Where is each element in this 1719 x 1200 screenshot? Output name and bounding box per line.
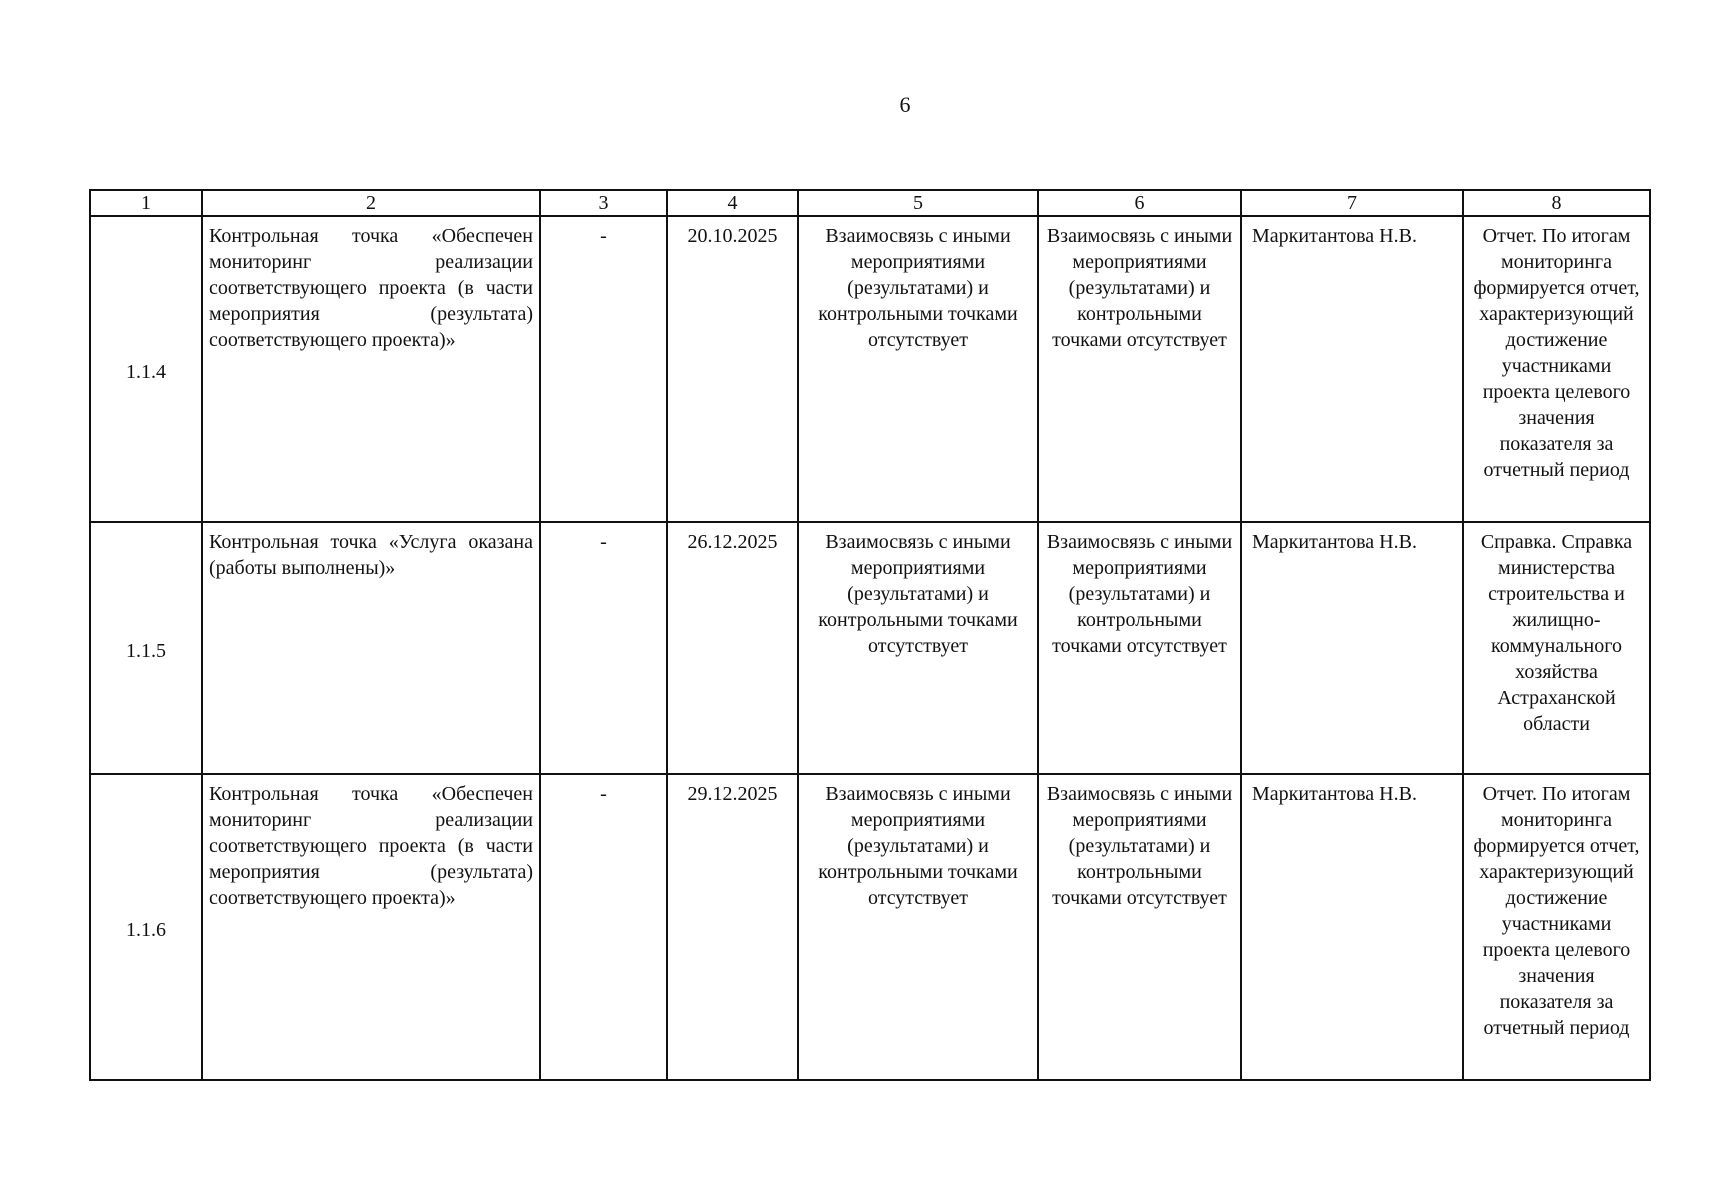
table-row xyxy=(90,216,1650,522)
document-cell: Справка. Справка министерства строительства и жилищно-коммунального хозяйства Астраханской области xyxy=(1463,522,1650,774)
row-number-cell: 1.1.6 xyxy=(90,774,202,1080)
page-number: 6 xyxy=(899,92,911,117)
header-cell-8: 8 xyxy=(1463,190,1650,216)
header-cell-1: 1 xyxy=(90,190,202,216)
relation-cell: Взаимосвязь с иными мероприятиями (результатами) и контрольными точками отсутствует xyxy=(798,774,1038,1080)
date-cell: 20.10.2025 xyxy=(667,216,798,522)
responsible-cell: Маркитантова Н.В. xyxy=(1241,774,1463,1080)
column-3-cell: - xyxy=(540,774,667,1080)
row-number-cell: 1.1.4 xyxy=(90,216,202,522)
header-cell-7: 7 xyxy=(1241,190,1463,216)
control-points-table xyxy=(89,189,1651,1081)
date-cell: 29.12.2025 xyxy=(667,774,798,1080)
header-cell-5: 5 xyxy=(798,190,1038,216)
document-cell: Отчет. По итогам мониторинга формируется отчет, характеризующий достижение участниками проекта целевого значения показателя за отчетный период xyxy=(1463,216,1650,522)
header-cell-2: 2 xyxy=(202,190,540,216)
row-number-cell: 1.1.5 xyxy=(90,522,202,774)
relation-cell: Взаимосвязь с иными мероприятиями (результатами) и контрольными точками отсутствует xyxy=(798,216,1038,522)
relation-cell-2: Взаимосвязь с иными мероприятиями (результатами) и контрольными точками отсутствует xyxy=(1038,522,1241,774)
relation-cell: Взаимосвязь с иными мероприятиями (результатами) и контрольными точками отсутствует xyxy=(798,522,1038,774)
header-cell-6: 6 xyxy=(1038,190,1241,216)
responsible-cell: Маркитантова Н.В. xyxy=(1241,522,1463,774)
control-point-name-cell: Контрольная точка «Услуга оказана (работы выполнены)» xyxy=(202,522,540,774)
header-cell-3: 3 xyxy=(540,190,667,216)
relation-cell-2: Взаимосвязь с иными мероприятиями (результатами) и контрольными точками отсутствует xyxy=(1038,216,1241,522)
responsible-cell: Маркитантова Н.В. xyxy=(1241,216,1463,522)
date-cell: 26.12.2025 xyxy=(667,522,798,774)
document-cell: Отчет. По итогам мониторинга формируется отчет, характеризующий достижение участниками проекта целевого значения показателя за отчетный период xyxy=(1463,774,1650,1080)
control-point-name-cell: Контрольная точка «Обеспечен мониторинг реализации соответствующего проекта (в части мероприятия (результата) соответствующего проекта)» xyxy=(202,216,540,522)
table-row xyxy=(90,774,1650,1080)
relation-cell-2: Взаимосвязь с иными мероприятиями (результатами) и контрольными точками отсутствует xyxy=(1038,774,1241,1080)
header-row xyxy=(90,190,1650,216)
table-row xyxy=(90,522,1650,774)
column-3-cell: - xyxy=(540,522,667,774)
header-cell-4: 4 xyxy=(667,190,798,216)
column-3-cell: - xyxy=(540,216,667,522)
control-point-name-cell: Контрольная точка «Обеспечен мониторинг реализации соответствующего проекта (в части мероприятия (результата) соответствующего проекта)» xyxy=(202,774,540,1080)
